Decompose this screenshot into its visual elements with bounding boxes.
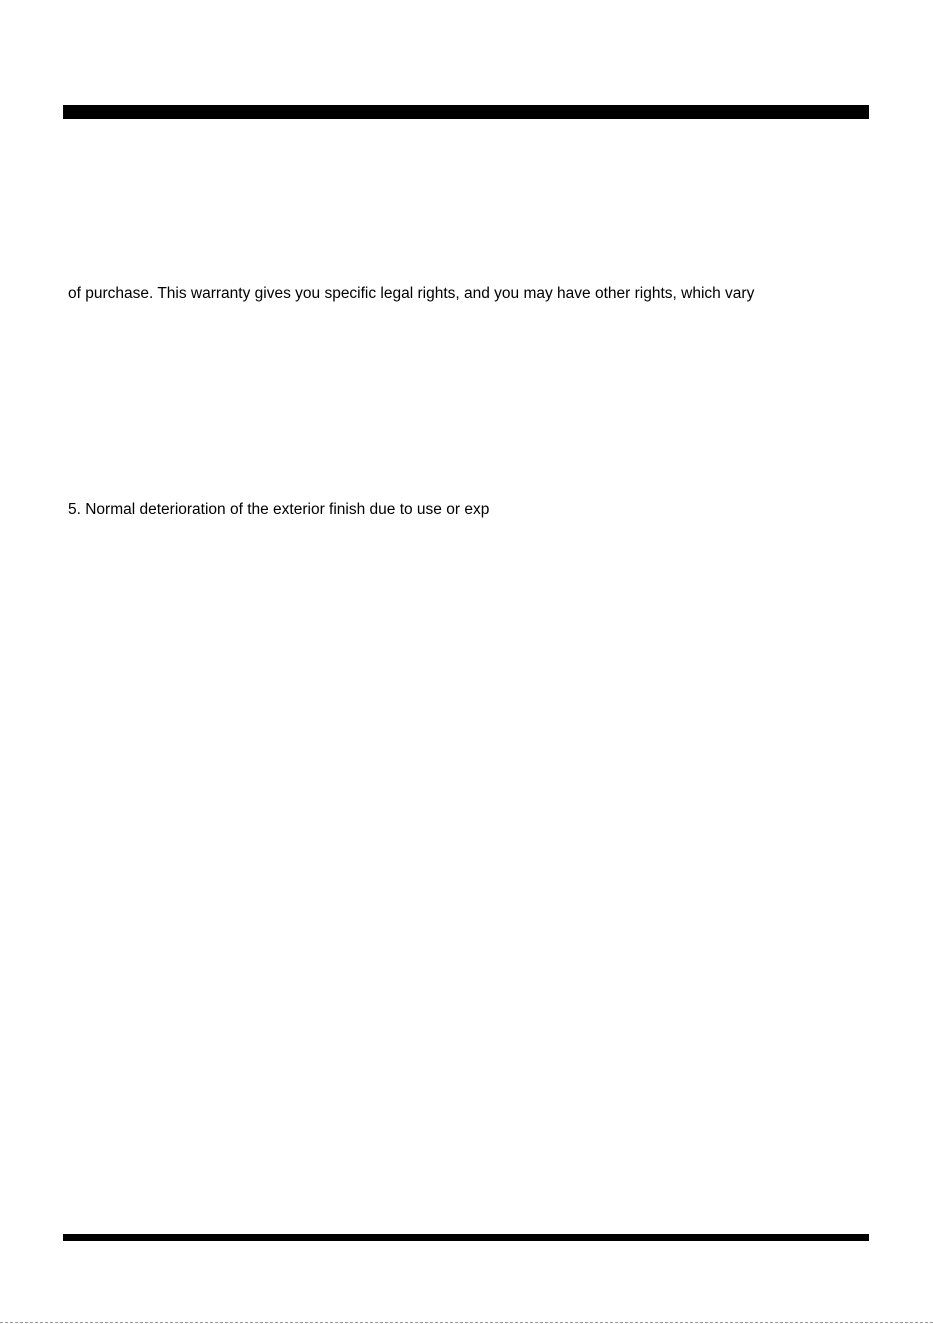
exclusion-item-5-text: 5. Normal deterioration of the exterior finish due to use or exp — [68, 501, 490, 518]
header-rule — [63, 105, 869, 119]
warranty-text-line: of purchase. This warranty gives you specific legal rights, and you may have other rights, which vary — [68, 285, 755, 302]
page-cut-edge — [0, 1322, 933, 1323]
footer-rule — [63, 1234, 869, 1241]
